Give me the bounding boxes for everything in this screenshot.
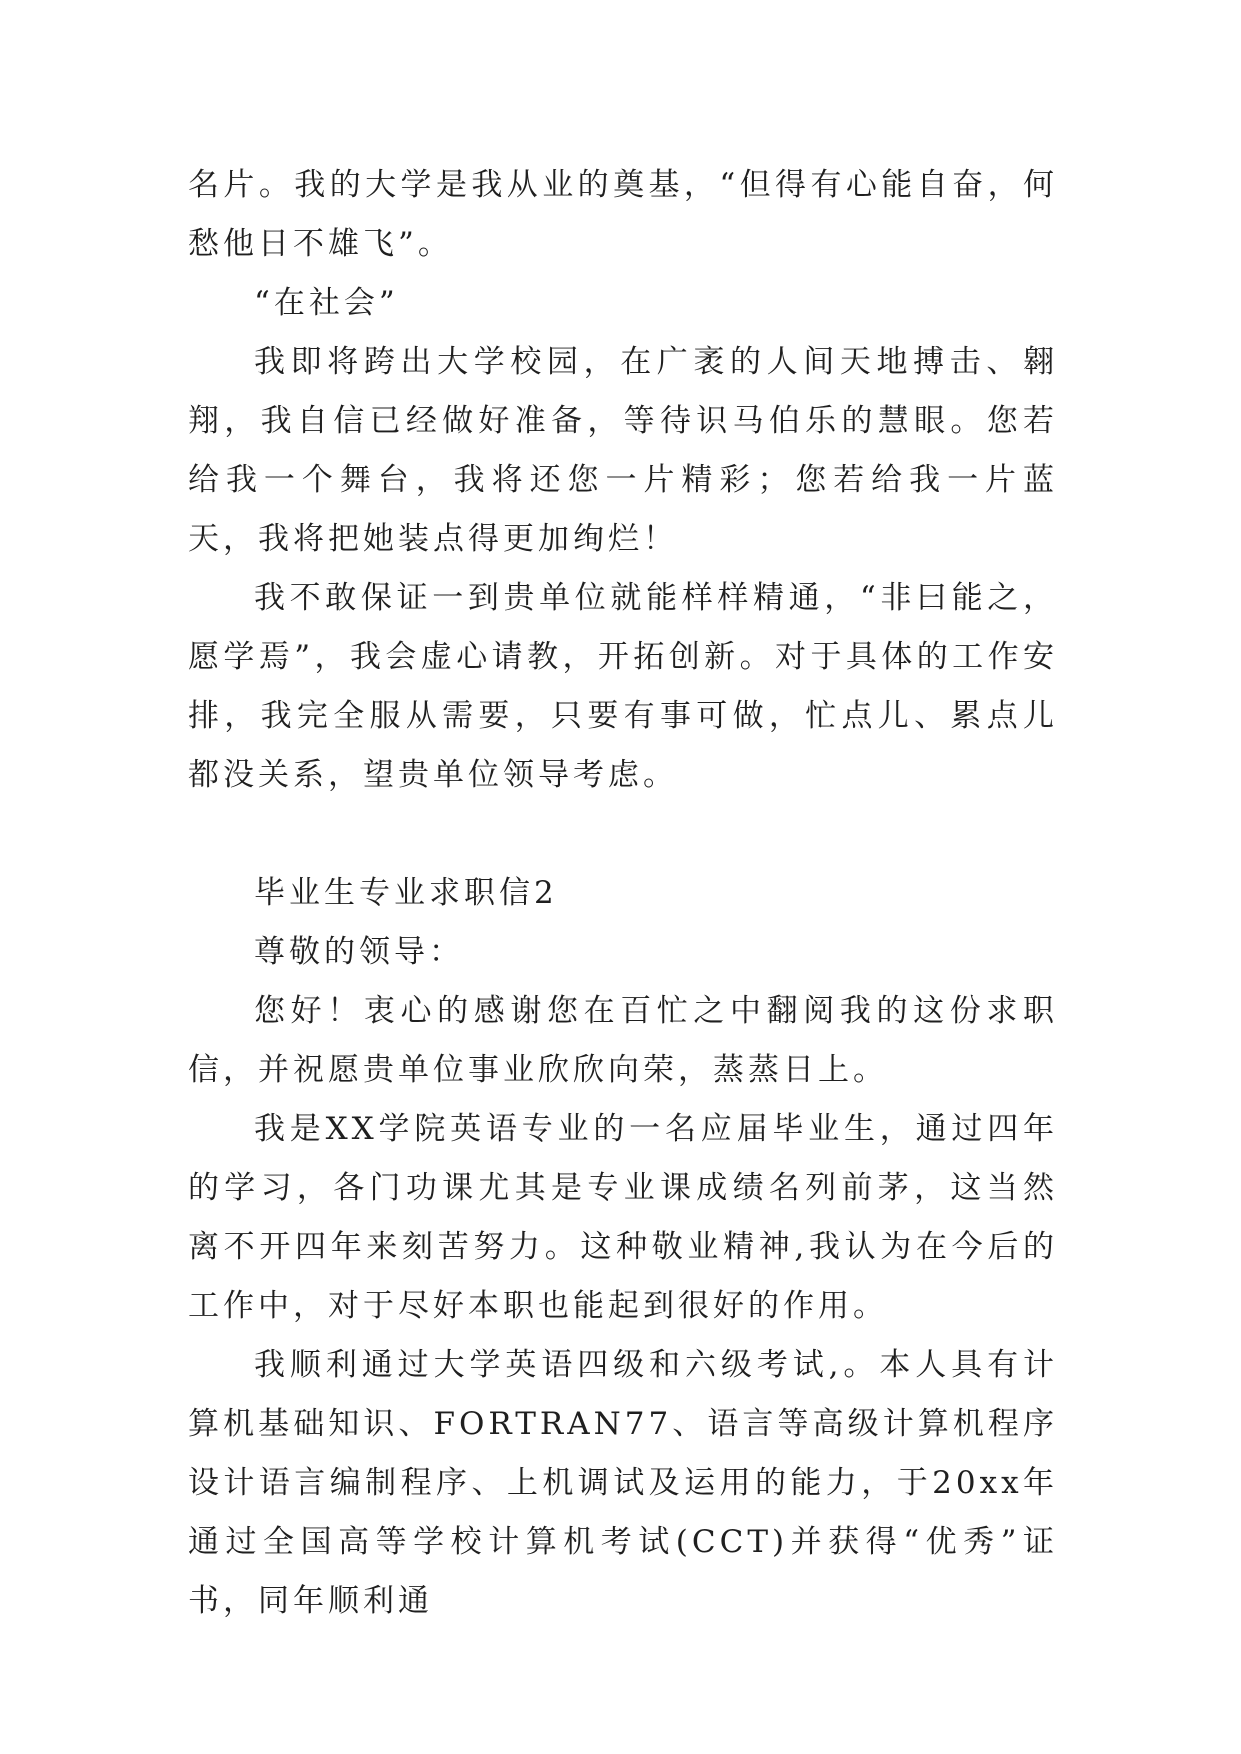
paragraph-society: 我即将跨出大学校园，在广袤的人间天地搏击、翱翔，我自信已经做好准备，等待识马伯乐的慧眼。您若给我一个舞台，我将还您一片精彩；您若给我一片蓝天，我将把她装点得更加绚烂！ xyxy=(188,344,1058,557)
letter-heading: 毕业生专业求职信2 xyxy=(254,875,558,911)
document-body xyxy=(188,156,1058,1631)
paragraph-greeting: 您好！衷心的感谢您在百忙之中翻阅我的这份求职信，并祝愿贵单位事业欣欣向荣，蒸蒸日上。 xyxy=(188,993,1058,1088)
paragraph-commitment: 我不敢保证一到贵单位就能样样精通，“非曰能之，愿学焉”，我会虚心请教，开拓创新。对于具体的工作安排，我完全服从需要，只要有事可做，忙点儿、累点儿都没关系，望贵单位领导考虑。 xyxy=(188,580,1058,793)
paragraph-education: 我是XX学院英语专业的一名应届毕业生，通过四年的学习，各门功课尤其是专业课成绩名列前茅，这当然离不开四年来刻苦努力。这种敬业精神,我认为在今后的工作中，对于尽好本职也能起到很好的作用。 xyxy=(188,1111,1058,1324)
section-gap xyxy=(188,805,1058,864)
paragraph-subtitle: “在社会” xyxy=(254,285,399,321)
letter-salutation: 尊敬的领导： xyxy=(254,934,464,970)
paragraph-ending: 名片。我的大学是我从业的奠基，“但得有心能自奋，何愁他日不雄飞”。 xyxy=(188,167,1058,262)
paragraph-skills: 我顺利通过大学英语四级和六级考试,。本人具有计算机基础知识、FORTRAN77、语言等高级计算机程序设计语言编制程序、上机调试及运用的能力，于20xx年通过全国高等学校计算机考试(CCT)并获得“优秀”证书，同年顺利通 xyxy=(188,1347,1058,1619)
